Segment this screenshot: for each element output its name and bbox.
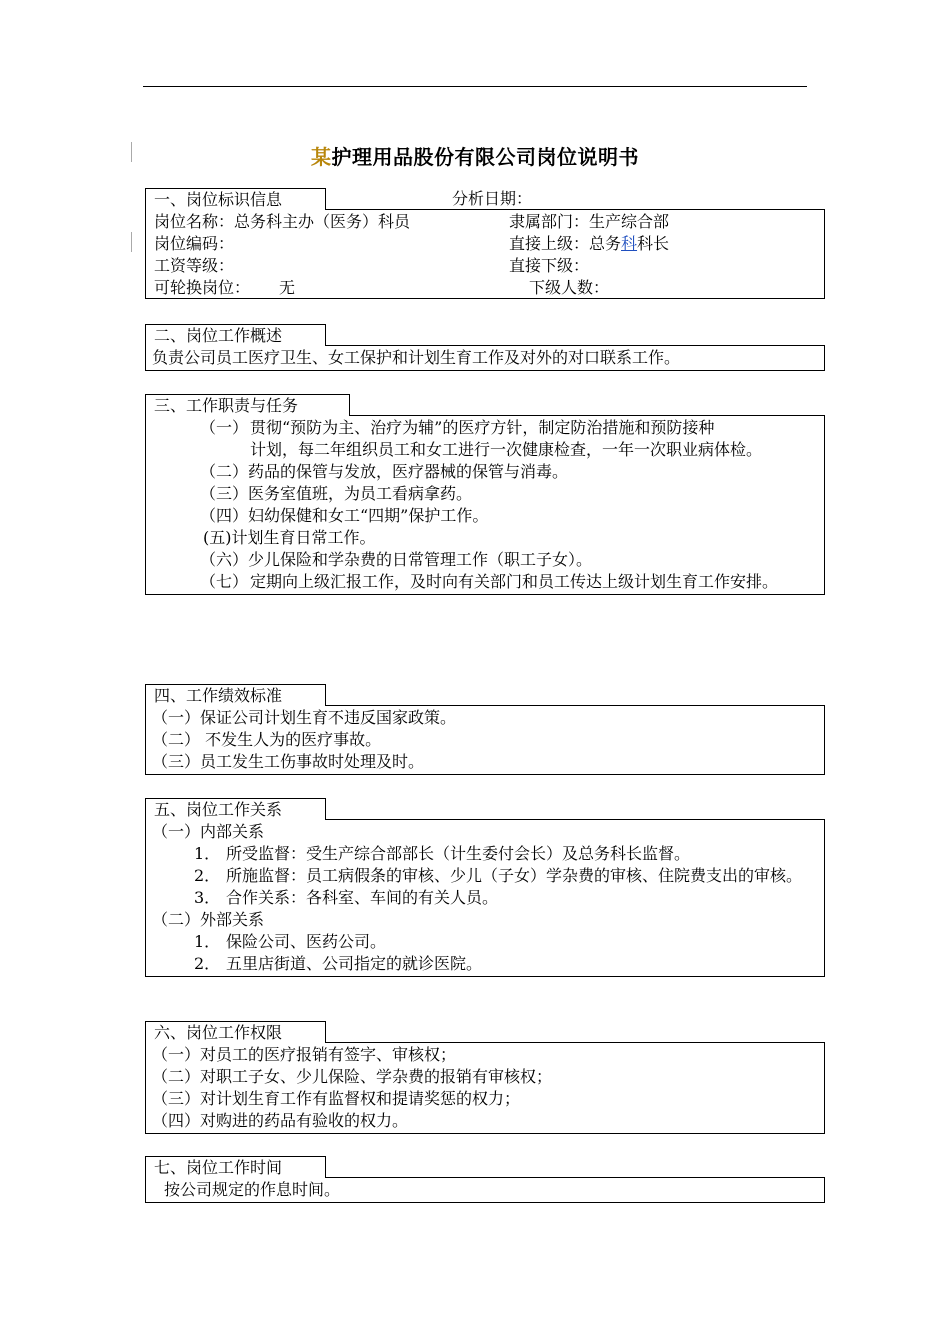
authority-item: （一）对员工的医疗报销有签字、审核权； <box>152 1044 457 1064</box>
duty-item: （一） 贯彻“预防为主、治疗为辅”的医疗方针，制定防治措施和预防接种 计划，每二年组织员工和女工进行一次健康检查，一年一次职业病体检。 <box>200 417 763 459</box>
section-tab: 二、岗位工作概述 <box>145 324 326 346</box>
work-time-text: 按公司规定的作息时间。 <box>164 1179 341 1199</box>
subordinate-count-label: 下级人数： <box>529 277 610 297</box>
duty-item: （六）少儿保险和学杂费的日常管理工作（职工子女）。 <box>200 549 593 569</box>
section-tab: 一、岗位标识信息 <box>145 188 326 210</box>
relation-item: 1． 所受监督：受生产综合部部长（计生委付会长）及总务科长监督。 <box>194 843 691 863</box>
duty-item: （三）医务室值班，为员工看病拿药。 <box>200 483 473 503</box>
section-tab: 六、岗位工作权限 <box>145 1021 326 1043</box>
overview-box <box>145 345 825 371</box>
section-work-time <box>145 1156 825 1203</box>
section-authority <box>145 1021 825 1134</box>
job-name-value: 总务科主办（医务）科员 <box>234 211 411 231</box>
relation-heading: （二）外部关系 <box>152 909 265 929</box>
duty-item: （七） 定期向上级汇报工作，及时向有关部门和员工传达上级计划生育工作安排。 <box>200 571 779 591</box>
analysis-date-label: 分析日期： <box>452 189 533 208</box>
section-overview <box>145 324 825 371</box>
relation-heading: （一）内部关系 <box>152 821 265 841</box>
superior-label: 直接上级： <box>509 233 590 253</box>
performance-box <box>145 705 825 775</box>
duties-box <box>145 415 825 595</box>
margin-mark <box>131 232 132 252</box>
title-highlight: 某 <box>311 145 332 169</box>
section-duties <box>145 394 825 595</box>
section-tab: 三、工作职责与任务 <box>145 394 350 416</box>
superior-link[interactable]: 科 <box>621 233 638 253</box>
header-rule <box>143 86 807 87</box>
overview-text: 负责公司员工医疗卫生、女工保护和计划生育工作及对外的对口联系工作。 <box>152 347 681 367</box>
performance-item: （一）保证公司计划生育不违反国家政策。 <box>152 707 457 727</box>
work-time-box <box>145 1177 825 1203</box>
performance-item: （三）员工发生工伤事故时处理及时。 <box>152 751 425 771</box>
duty-item: (五)计划生育日常工作。 <box>203 527 376 547</box>
job-name-label: 岗位名称： <box>154 211 235 231</box>
authority-box <box>145 1042 825 1134</box>
title-text: 护理用品股份有限公司岗位说明书 <box>331 145 639 169</box>
superior-value-end: 科长 <box>637 233 670 253</box>
performance-item: （二） 不发生人为的医疗事故。 <box>152 729 382 749</box>
section-tab: 四、工作绩效标准 <box>145 684 326 706</box>
authority-item: （三）对计划生育工作有监督权和提请奖惩的权力； <box>152 1088 521 1108</box>
relations-box <box>145 819 825 977</box>
relation-item: 2． 五里店街道、公司指定的就诊医院。 <box>194 953 483 973</box>
relation-item: 3． 合作关系：各科室、车间的有关人员。 <box>194 887 499 907</box>
job-code-label: 岗位编码： <box>154 233 235 253</box>
duty-item: （二）药品的保管与发放，医疗器械的保管与消毒。 <box>200 461 569 481</box>
relation-item: 1． 保险公司、医药公司。 <box>194 931 387 951</box>
section-identification <box>145 188 825 299</box>
section-relations <box>145 798 825 977</box>
section-tab: 五、岗位工作关系 <box>145 798 326 820</box>
duty-item: （四）妇幼保健和女工“四期”保护工作。 <box>200 505 489 525</box>
authority-item: （四）对购进的药品有验收的权力。 <box>152 1110 409 1130</box>
salary-grade-label: 工资等级： <box>154 255 235 275</box>
dept-value: 生产综合部 <box>589 211 670 231</box>
rotation-value: 无 <box>279 277 296 297</box>
document-title <box>0 141 950 170</box>
section-tab: 七、岗位工作时间 <box>145 1156 326 1178</box>
dept-label: 隶属部门： <box>509 211 590 231</box>
relation-item: 2． 所施监督：员工病假条的审核、少儿（子女）学杂费的审核、住院费支出的审核。 <box>194 865 803 885</box>
subordinate-label: 直接下级： <box>509 255 590 275</box>
authority-item: （二）对职工子女、少儿保险、学杂费的报销有审核权； <box>152 1066 553 1086</box>
section-performance <box>145 684 825 775</box>
rotation-label: 可轮换岗位： <box>154 277 251 297</box>
identification-box <box>145 209 825 299</box>
superior-value: 总务 <box>589 233 622 253</box>
